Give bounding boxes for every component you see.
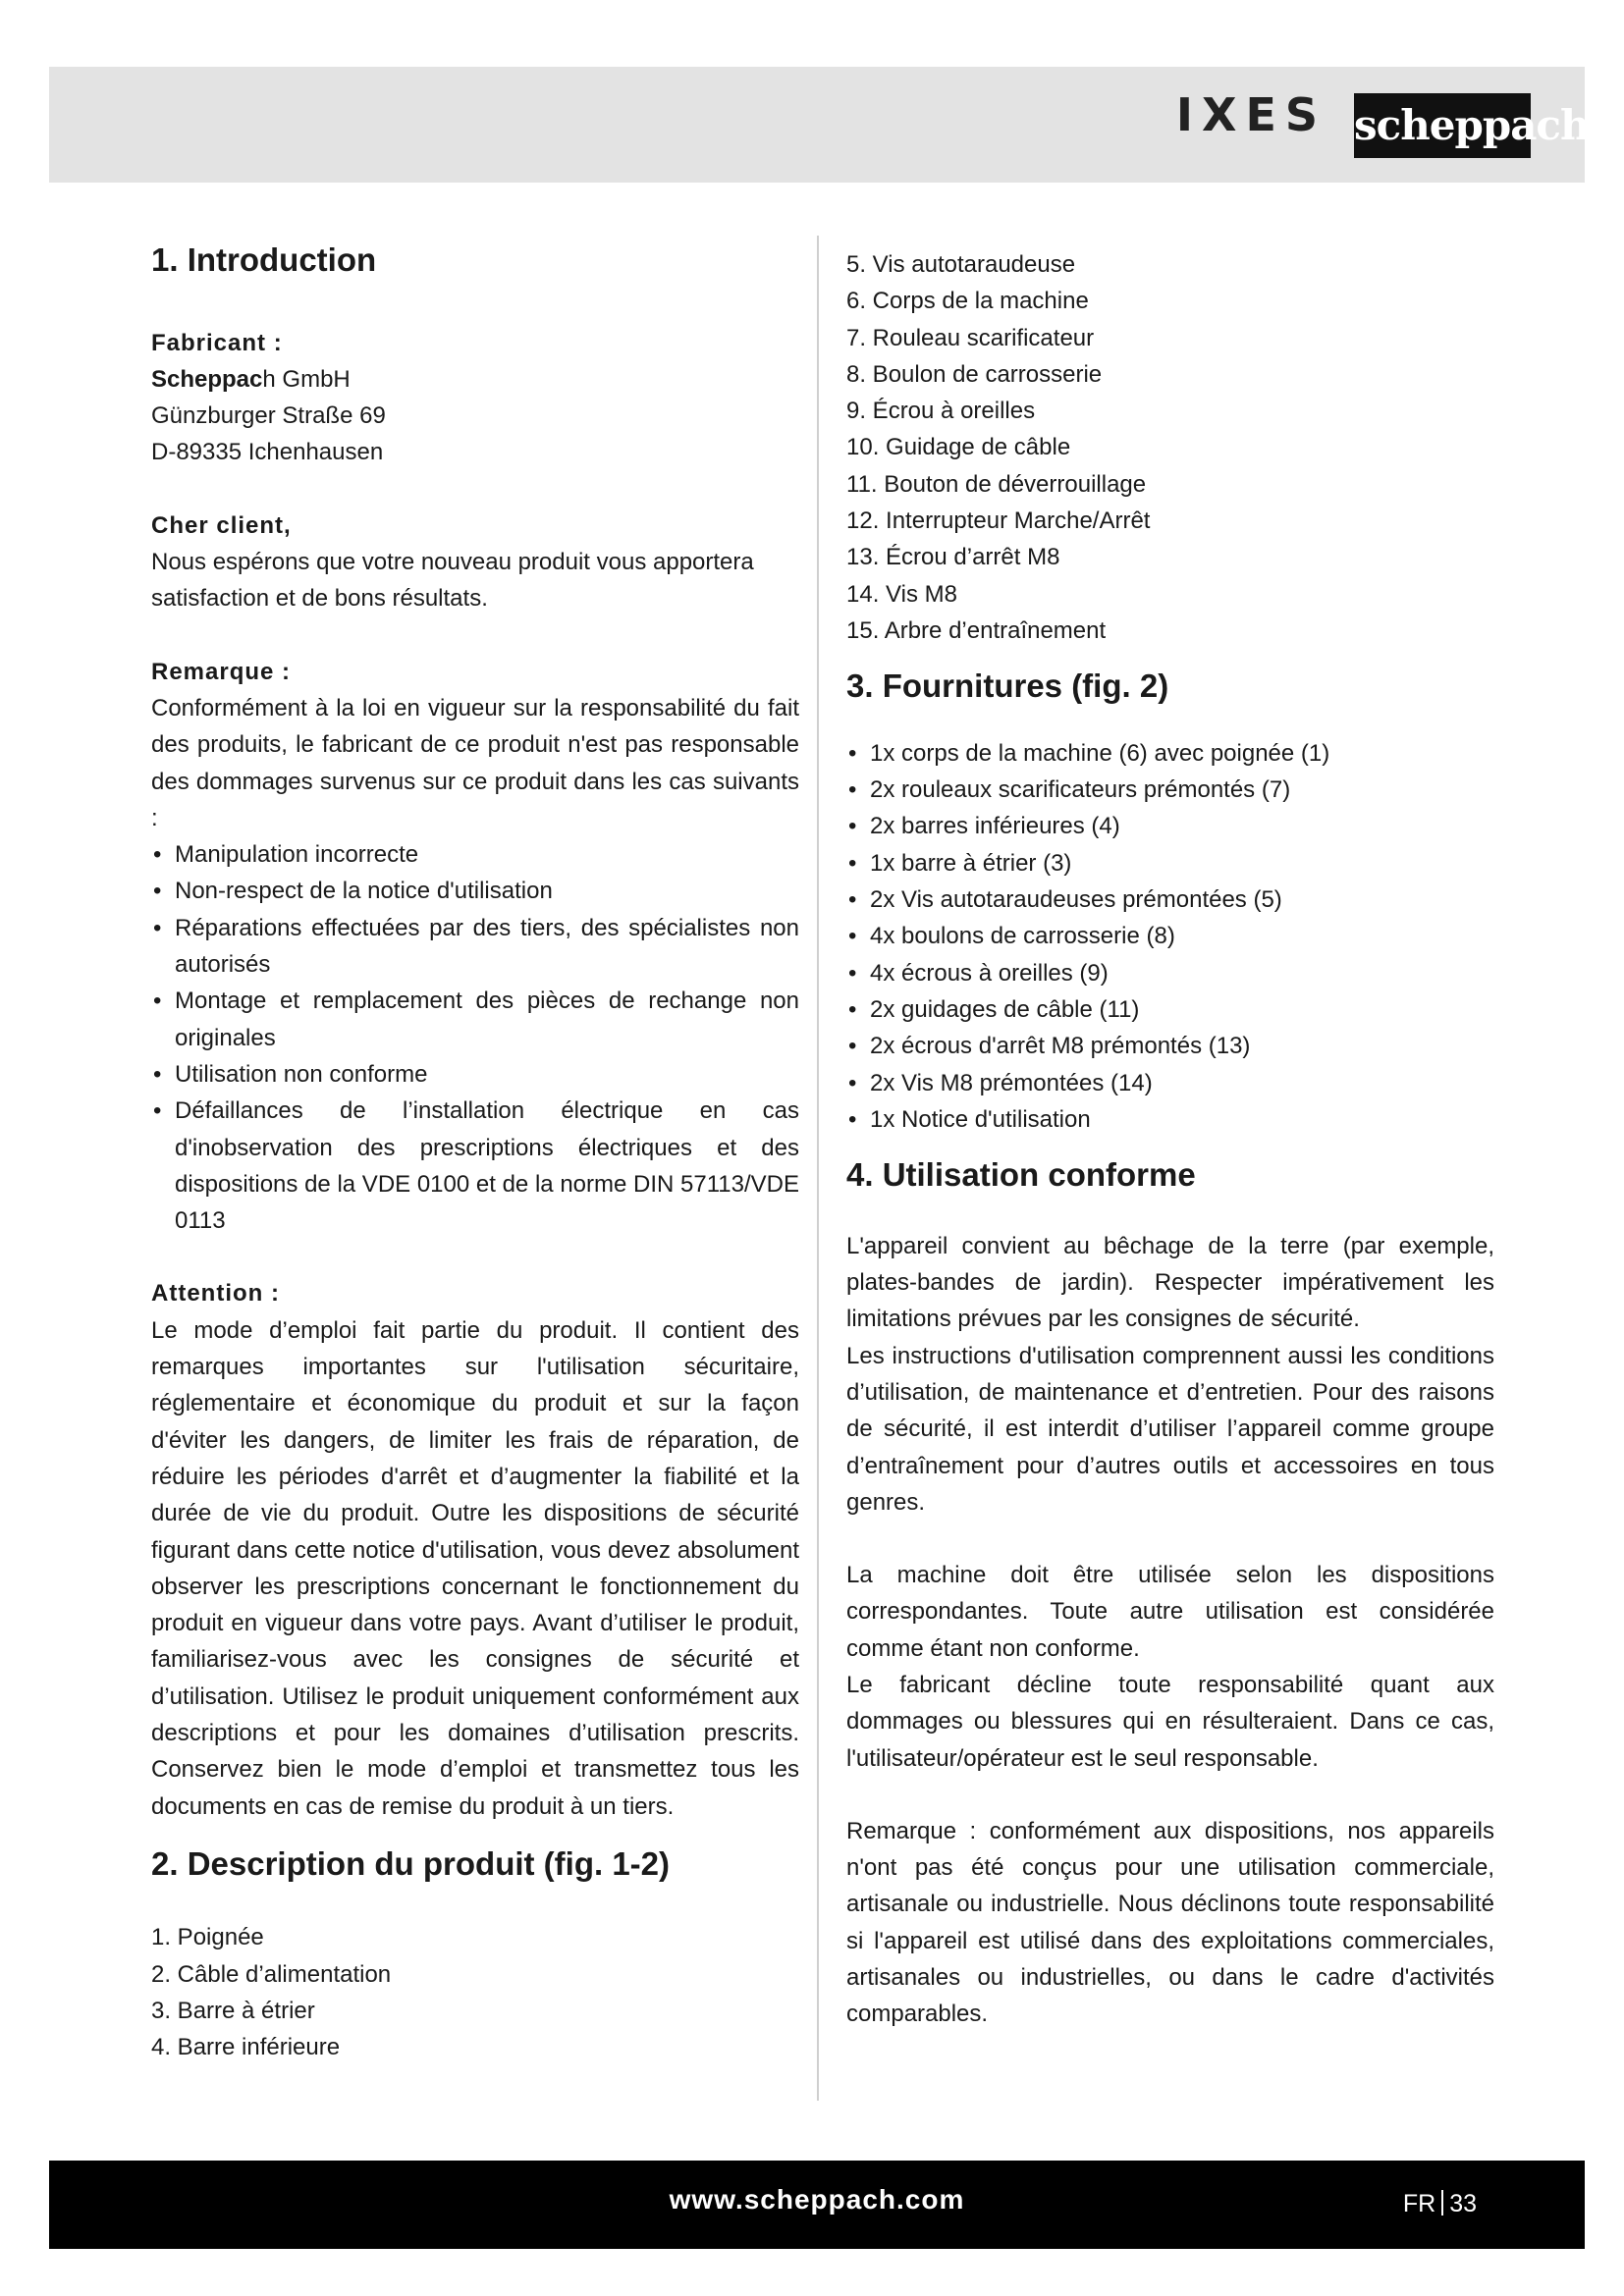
list-item: • 1x Notice d'utilisation	[846, 1101, 1494, 1138]
list-item: • 2x Vis M8 prémontées (14)	[846, 1065, 1494, 1101]
list-item: • 2x rouleaux scarificateurs prémontés (7)	[846, 772, 1494, 808]
note-text: Conformément à la loi en vigueur sur la responsabilité du fait des produits, le fabricant de ce produit n'est pas responsable des dommages survenus sur ce produit dans les cas suivants :	[151, 694, 799, 831]
left-column	[151, 231, 799, 2066]
list-item: • Montage et remplacement des pièces de rechange non originales	[151, 983, 799, 1056]
ixes-logo: IXES	[1175, 88, 1326, 141]
list-item: 7. Rouleau scarificateur	[846, 324, 1095, 351]
list-item: • 4x écrous à oreilles (9)	[846, 955, 1494, 991]
list-item: 14. Vis M8	[846, 580, 957, 608]
list-item: • 2x barres inférieures (4)	[846, 808, 1494, 844]
list-item: 9. Écrou à oreilles	[846, 398, 1036, 425]
list-item: • Non-respect de la notice d'utilisation	[151, 873, 799, 909]
list-item: • 1x corps de la machine (6) avec poignée (1)	[846, 735, 1494, 772]
page-number-value: 33	[1449, 2190, 1477, 2217]
list-item: 5. Vis autotaraudeuse	[846, 251, 1076, 278]
manufacturer-label: Fabricant :	[151, 329, 283, 356]
intended-use-paragraph: L'appareil convient au bêchage de la terre (par exemple, plates-bandes de jardin). Respecter impérativement les limitations prévues par les consignes de sécurité.	[846, 1232, 1494, 1333]
liability-exclusions-list	[151, 836, 799, 1239]
attention-text: Le mode d’emploi fait partie du produit. Il contient des remarques importantes sur l'utilisation sécuritaire, réglementaire et économique du produit et sur la façon d'éviter les dangers, de limiter les frais de réparation, de réduire les périodes d'arrêt et d’augmenter la fiabilité et la durée de vie du produit. Outre les dispositions de sécurité figurant dans cette notice d'utilisation, vous devez absolument observer les prescriptions concernant le fonctionnement du produit en vigueur dans votre pays. Avant d’utiliser le produit, familiarisez-vous avec les consignes de sécurité et d’utilisation. Utilisez le produit uniquement conformément aux descriptions et pour les domaines d’utilisation prescrits. Conservez bien le mode d’emploi et transmettez tous les documents en cas de remise du produit à un tiers.	[151, 1316, 799, 1820]
column-divider	[817, 236, 819, 2101]
list-item: 12. Interrupteur Marche/Arrêt	[846, 507, 1151, 535]
intended-use-paragraph: Les instructions d'utilisation comprennent aussi les conditions d’utilisation, de maintenance et d’entretien. Pour des raisons de sécurité, il est interdit d’utiliser l’appareil comme groupe d’entraînement pour d’autres outils et accessoires en tous genres.	[846, 1342, 1494, 1516]
parts-list-part1	[151, 1919, 799, 2065]
intended-use-paragraph: Le fabricant décline toute responsabilité quant aux dommages ou blessures qui en résulteraient. Dans ce cas, l'utilisateur/opérateur est le seul responsable.	[846, 1671, 1494, 1772]
list-item: 6. Corps de la machine	[846, 288, 1089, 315]
dear-customer-text: Nous espérons que votre nouveau produit vous apportera satisfaction et de bons résultats.	[151, 549, 754, 613]
note-label: Remarque :	[151, 658, 292, 685]
list-item: 2. Câble d’alimentation	[151, 1960, 392, 1988]
section-description-title: 2. Description du produit (fig. 1-2)	[151, 1844, 670, 1882]
list-item: 4. Barre inférieure	[151, 2034, 341, 2061]
list-item: 1. Poignée	[151, 1924, 264, 1951]
list-item: 15. Arbre d’entraînement	[846, 616, 1107, 644]
list-item: • 2x guidages de câble (11)	[846, 991, 1494, 1028]
list-item: • 1x barre à étrier (3)	[846, 845, 1494, 881]
right-column	[846, 246, 1494, 2033]
attention-label: Attention :	[151, 1280, 280, 1308]
list-item: • 2x Vis autotaraudeuses prémontées (5)	[846, 881, 1494, 918]
list-item: 13. Écrou d’arrêt M8	[846, 544, 1060, 571]
intended-use-paragraph: La machine doit être utilisée selon les dispositions correspondantes. Toute autre utilisation est considérée comme étant non conforme.	[846, 1562, 1494, 1662]
list-item: 10. Guidage de câble	[846, 434, 1071, 461]
dear-customer-label: Cher client,	[151, 511, 292, 539]
intended-use-note: Remarque : conformément aux dispositions, nos appareils n'ont pas été conçus pour une utilisation commerciale, artisanale ou industrielle. Nous déclinons toute responsabilité si l'appareil est utilisé dans des exploitations commerciales, artisanales ou industrielles, ou dans le cadre d'activités comparables.	[846, 1817, 1494, 2028]
scheppach-logo: scheppach	[1354, 93, 1531, 158]
list-item: • 2x écrous d'arrêt M8 prémontés (13)	[846, 1028, 1494, 1064]
list-item: 3. Barre à étrier	[151, 1998, 315, 2025]
website-url: www.scheppach.com	[669, 2184, 965, 2215]
list-item: 8. Boulon de carrosserie	[846, 360, 1103, 388]
address-street: Günzburger Straße 69	[151, 402, 386, 430]
list-item: • Manipulation incorrecte	[151, 836, 799, 873]
section-intended-use-title: 4. Utilisation conforme	[846, 1156, 1196, 1194]
list-item: • Utilisation non conforme	[151, 1056, 799, 1093]
page-separator	[1441, 2190, 1443, 2216]
parts-list-part2	[846, 246, 1494, 649]
list-item: • Réparations effectuées par des tiers, des spécialistes non autorisés	[151, 910, 799, 984]
page-footer	[49, 2161, 1585, 2249]
list-item: • Défaillances de l’installation électrique en cas d'inobservation des prescriptions électriques et des dispositions de la VDE 0100 et de la norme DIN 57113/VDE 0113	[151, 1093, 799, 1239]
list-item: • 4x boulons de carrosserie (8)	[846, 918, 1494, 954]
section-introduction-title: 1. Introduction	[151, 241, 377, 278]
page-number	[1403, 2190, 1477, 2218]
page-header	[49, 67, 1590, 183]
manufacturer-name: Scheppach GmbH	[151, 365, 351, 393]
section-supply-title: 3. Fournitures (fig. 2)	[846, 667, 1169, 705]
list-item: 11. Bouton de déverrouillage	[846, 470, 1147, 498]
supply-list	[846, 735, 1494, 1138]
address-city: D-89335 Ichenhausen	[151, 439, 384, 466]
language-code: FR	[1402, 2190, 1436, 2217]
